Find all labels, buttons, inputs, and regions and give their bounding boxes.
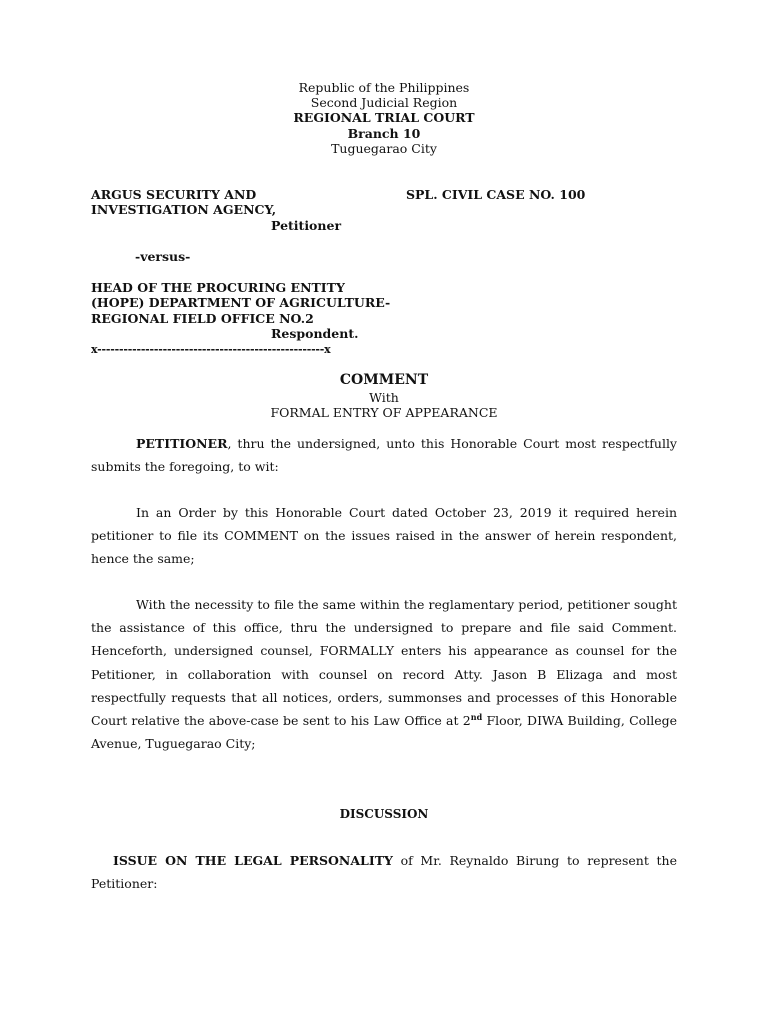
appearance-ordinal: nd	[470, 711, 483, 722]
respondent-line1: HEAD OF THE PROCURING ENTITY	[91, 280, 345, 295]
appearance-text-1: With the necessity to file the same within the reglamentary period, petitioner sought the assistance of this office, thru the undersigned to prepare and file said Comment. Henceforth, undersigned counsel, FORMALLY enters his appearance as counsel for the Petitioner, in collaboration with counsel on record Atty. Jason B Elizaga and most respectfully requests that all notices, orders, summonses and processes of this Honorable Court relative the above-case be sent to his Law Office at 2	[91, 597, 677, 729]
intro-lead: PETITIONER	[136, 436, 228, 451]
header-republic: Republic of the Philippines	[298, 80, 470, 95]
petitioner-name-line2: INVESTIGATION AGENCY,	[91, 202, 277, 217]
header-branch: Branch 10	[347, 126, 421, 141]
header-region: Second Judicial Region	[310, 95, 458, 110]
intro-rest: , thru the undersigned, unto this Honorable Court most respectfully submits the foregoing, to wit:	[91, 436, 677, 475]
paragraph-order: In an Order by this Honorable Court dated October 23, 2019 it required herein petitioner to file its COMMENT on the issues raised in the answer of herein respondent, hence the same;	[91, 505, 677, 567]
header-city: Tuguegarao City	[331, 141, 437, 156]
title-subtitle: FORMAL ENTRY OF APPEARANCE	[270, 405, 498, 420]
case-number: SPL. CIVIL CASE NO. 100	[406, 187, 586, 202]
appearance-text-2: Floor, DIWA Building, College Avenue, Tuguegarao City;	[91, 713, 677, 752]
discussion-heading: DISCUSSION	[339, 807, 429, 821]
petitioner-role: Petitioner	[271, 218, 342, 233]
versus-label: -versus-	[135, 249, 191, 264]
document-title: COMMENT	[339, 372, 429, 388]
caption-separator: x----------------------------------------------------x	[91, 343, 331, 356]
respondent-line2: (HOPE) DEPARTMENT OF AGRICULTURE-	[91, 295, 391, 310]
petitioner-name-line1: ARGUS SECURITY AND	[91, 187, 257, 202]
respondent-role: Respondent.	[271, 326, 359, 341]
paragraph-intro	[91, 432, 677, 478]
respondent-line3: REGIONAL FIELD OFFICE NO.2	[91, 311, 314, 326]
paragraph-issue	[91, 849, 677, 895]
title-with: With	[369, 390, 399, 405]
paragraph-appearance	[91, 593, 677, 755]
issue-lead: ISSUE ON THE LEGAL PERSONALITY	[113, 853, 393, 868]
issue-rest: of Mr. Reynaldo Birung to represent the Petitioner:	[91, 853, 677, 892]
header-court: REGIONAL TRIAL COURT	[293, 110, 475, 125]
